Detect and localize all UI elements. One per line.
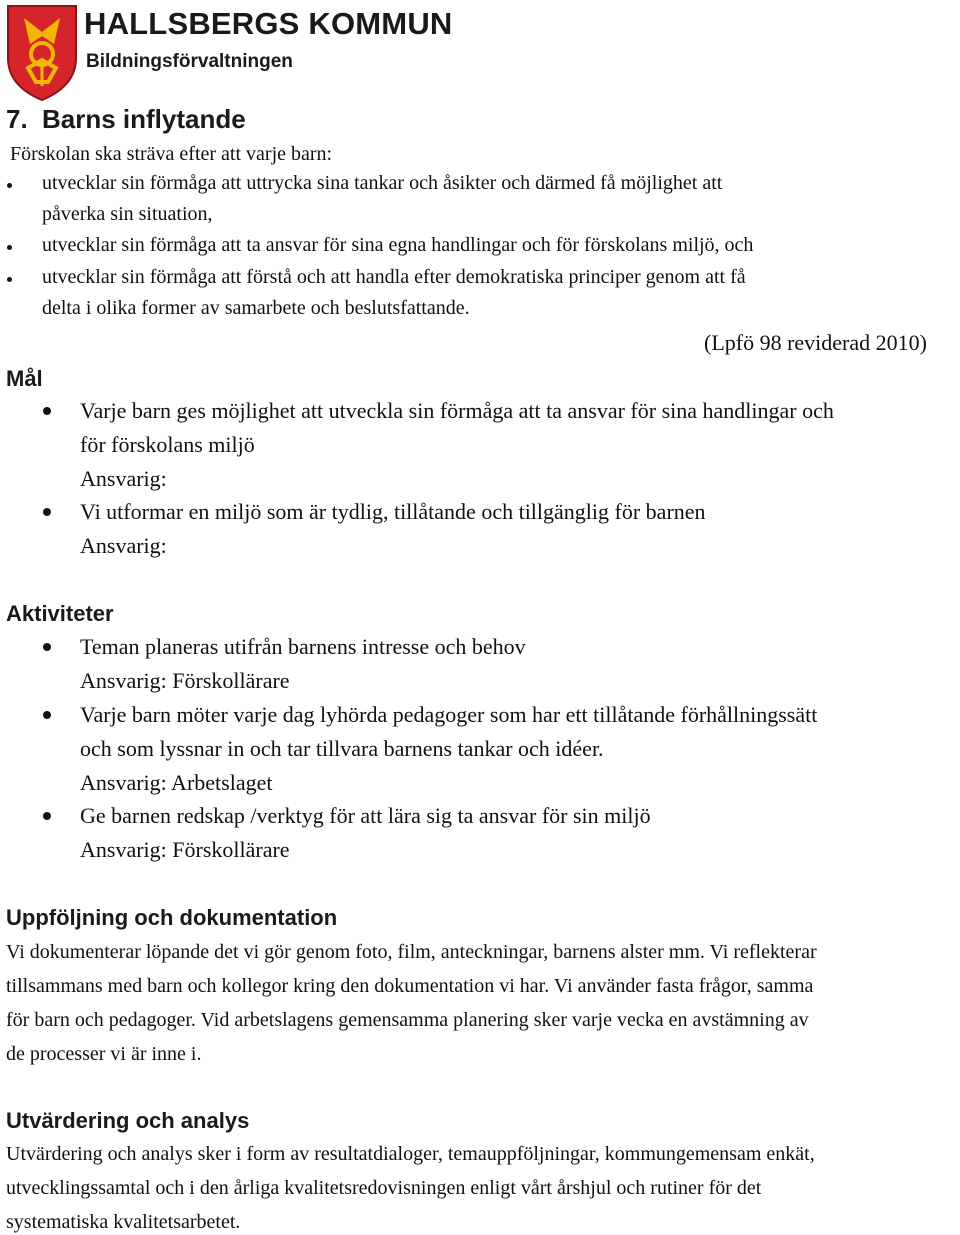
section-title-text: Barns inflytande: [42, 104, 246, 134]
bullet-icon: [43, 508, 51, 516]
activity-text: Ge barnen redskap /verktyg för att lära sig ta ansvar för sin miljö: [80, 803, 651, 828]
organization-name: HALLSBERGS KOMMUN: [84, 6, 453, 41]
heading-mal: Mål: [6, 366, 43, 391]
paragraph-line: utvecklingssamtal och i den årliga kvalitetsredovisningen enligt vårt årshjul och rutiner för det: [6, 1177, 762, 1199]
bullet-icon: [43, 643, 51, 651]
responsible-label: Ansvarig: Förskollärare: [80, 837, 290, 862]
responsible-label: Ansvarig: Arbetslaget: [80, 770, 273, 795]
bullet-icon: [7, 277, 12, 282]
goal-item-text: för förskolans miljö: [80, 432, 255, 457]
goal-line: delta i olika former av samarbete och beslutsfattande.: [42, 297, 470, 319]
bullet-icon: [7, 183, 12, 188]
letterhead: [0, 0, 960, 100]
activity-text: och som lyssnar in och tar tillvara barnens tankar och idéer.: [80, 736, 604, 761]
goal-line: utvecklar sin förmåga att uttrycka sina tankar och åsikter och därmed få möjlighet att: [42, 172, 723, 194]
bullet-icon: [43, 812, 51, 820]
paragraph-line: de processer vi är inne i.: [6, 1043, 202, 1065]
citation: (Lpfö 98 reviderad 2010): [704, 330, 927, 355]
municipal-crest-icon: [4, 2, 80, 102]
goal-line: utvecklar sin förmåga att förstå och att handla efter demokratiska principer genom att få: [42, 266, 746, 288]
department-name: Bildningsförvaltningen: [86, 51, 293, 72]
responsible-label: Ansvarig:: [80, 466, 167, 491]
bullet-icon: [43, 407, 51, 415]
heading-aktiviteter: Aktiviteter: [6, 601, 114, 626]
section-title: [6, 104, 246, 135]
section-number: 7.: [6, 104, 28, 134]
paragraph-line: systematiska kvalitetsarbetet.: [6, 1211, 241, 1233]
responsible-label: Ansvarig: Förskollärare: [80, 668, 290, 693]
paragraph-line: för barn och pedagoger. Vid arbetslagens gemensamma planering sker varje vecka en avstämning av: [6, 1009, 809, 1031]
paragraph-line: tillsammans med barn och kollegor kring den dokumentation vi har. Vi använder fasta frågor, samma: [6, 975, 814, 997]
goal-line: påverka sin situation,: [42, 203, 213, 225]
heading-utvardering: Utvärdering och analys: [6, 1108, 250, 1133]
activity-text: Varje barn möter varje dag lyhörda pedagoger som har ett tillåtande förhållningssätt: [80, 702, 818, 727]
activity-text: Teman planeras utifrån barnens intresse och behov: [80, 634, 526, 659]
goal-item-text: Varje barn ges möjlighet att utveckla sin förmåga att ta ansvar för sina handlingar och: [80, 398, 834, 423]
heading-uppfoljning: Uppföljning och dokumentation: [6, 905, 338, 930]
bullet-icon: [43, 711, 51, 719]
bullet-icon: [7, 245, 12, 250]
intro-text: Förskolan ska sträva efter att varje barn:: [10, 143, 333, 165]
paragraph-line: Utvärdering och analys sker i form av resultatdialoger, temauppföljningar, kommungemensam enkät,: [6, 1143, 815, 1165]
paragraph-line: Vi dokumenterar löpande det vi gör genom foto, film, anteckningar, barnens alster mm. Vi reflekterar: [6, 941, 817, 963]
responsible-label: Ansvarig:: [80, 533, 167, 558]
goal-line: utvecklar sin förmåga att ta ansvar för sina egna handlingar och för förskolans miljö, och: [42, 234, 754, 256]
goal-item-text: Vi utformar en miljö som är tydlig, tillåtande och tillgänglig för barnen: [80, 499, 706, 524]
